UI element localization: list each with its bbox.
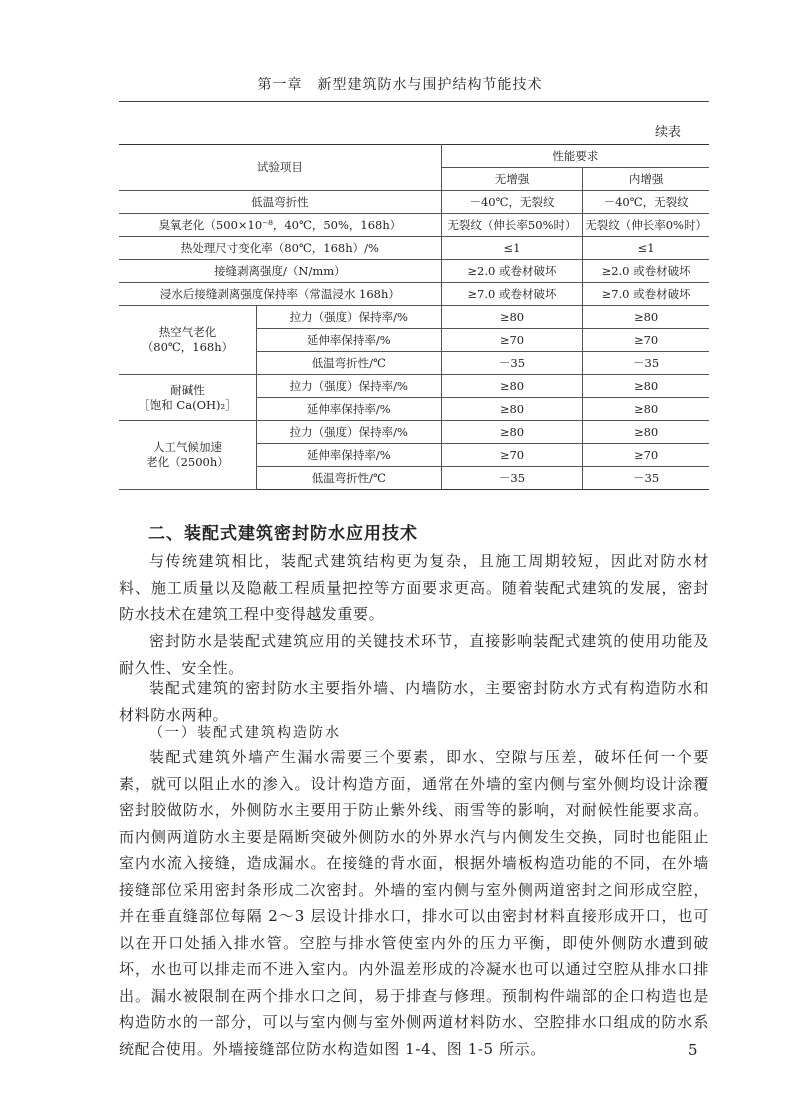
paragraph-intro: 与传统建筑相比，装配式建筑结构更为复杂，且施工周期较短，因此对防水材料、施工质量以及隐蔽工程质量把控等方面要求更高。随着装配式建筑的发展，密封防水技术在建筑工程中变得越发重要。 xyxy=(119,552,709,623)
unreinforced-value: ≥7.0 或卷材破坏 xyxy=(441,283,583,306)
section-heading: 二、装配式建筑密封防水应用技术 xyxy=(148,524,418,544)
reinforced-value: ≥7.0 或卷材破坏 xyxy=(583,283,709,306)
header-test-item: 试验项目 xyxy=(119,145,441,191)
unreinforced-value: ≥70 xyxy=(441,444,583,467)
paragraph-types: 装配式建筑的密封防水主要指外墙、内墙防水，主要密封防水方式有构造防水和材料防水两种。 xyxy=(119,679,709,724)
property-cell: 延伸率保持率/% xyxy=(256,398,441,421)
unreinforced-value: ≥80 xyxy=(441,306,583,329)
reinforced-value: －40℃，无裂纹 xyxy=(583,191,709,214)
reinforced-value: －35 xyxy=(583,467,709,490)
group-name-cell xyxy=(119,306,256,375)
test-item-cell: 热处理尺寸变化率（80℃，168h）/% xyxy=(119,237,441,260)
group-name-cell xyxy=(119,421,256,490)
property-cell: 拉力（强度）保持率/% xyxy=(256,375,441,398)
reinforced-value: ≥80 xyxy=(583,375,709,398)
paragraph-key-tech: 密封防水是装配式建筑应用的关键技术环节，直接影响装配式建筑的使用功能及耐久性、安全性。 xyxy=(119,632,709,677)
unreinforced-value: ≥80 xyxy=(441,421,583,444)
test-item-cell: 低温弯折性 xyxy=(119,191,441,214)
group-name-line: 老化（2500h） xyxy=(146,455,229,469)
test-item-cell: 浸水后接缝剥离强度保持率（常温浸水 168h） xyxy=(119,283,441,306)
reinforced-value: ≥80 xyxy=(583,421,709,444)
table-row xyxy=(119,191,709,214)
unreinforced-value: －40℃，无裂纹 xyxy=(441,191,583,214)
continued-label: 续表 xyxy=(655,125,682,140)
property-cell: 低温弯折性/℃ xyxy=(256,467,441,490)
group-name-cell xyxy=(119,375,256,421)
unreinforced-value: ≥80 xyxy=(441,398,583,421)
property-cell: 低温弯折性/℃ xyxy=(256,352,441,375)
group-name-line: （80℃，168h） xyxy=(141,340,234,354)
reinforced-value: ≥2.0 或卷材破坏 xyxy=(583,260,709,283)
reinforced-value: －35 xyxy=(583,352,709,375)
group-name-line: ［饱和 Ca(OH)₂］ xyxy=(138,397,237,412)
table-row xyxy=(119,260,709,283)
header-rule xyxy=(119,101,709,102)
table-row xyxy=(119,283,709,306)
test-item-cell: 接缝剥离强度/（N/mm） xyxy=(119,260,441,283)
test-item-cell: 臭氧老化（500×10⁻⁸，40℃，50%，168h） xyxy=(119,214,441,237)
group-name-line: 人工气候加速 xyxy=(152,440,222,454)
table-row xyxy=(119,237,709,260)
unreinforced-value: ≥2.0 或卷材破坏 xyxy=(441,260,583,283)
group-name-line: 耐碱性 xyxy=(170,382,205,397)
unreinforced-value: －35 xyxy=(441,352,583,375)
reinforced-value: ≥80 xyxy=(583,306,709,329)
paragraph-structural-waterproofing: 装配式建筑外墙产生漏水需要三个要素，即水、空隙与压差，破坏任何一个要素，就可以阻止水的渗入。设计构造方面，通常在外墙的室内侧与室外侧均设计涂覆密封胶做防水，外侧防水主要用于防止紫外线、雨雪等的影响，对耐候性能要求高。而内侧两道防水主要是隔断突破外侧防水的外界水汽与内侧发生交换，同时也能阻止室内水流入接缝，造成漏水。在接缝的背水面，根据外墙板构造功能的不同，在外墙接缝部位采用密封条形成二次密封。外墙的室内侧与室外侧两道密封之间形成空腔，并在垂直缝部位每隔 2～3 层设计排水口，排水可以由密封材料直接形成开口，也可以在开口处插入排水管。空腔与排水管使室内外的压力平衡，即使外侧防水遭到破坏，水也可以排走而不进入室内。内外温差形成的冷凝水也可以通过空腔从排水口排出。漏水被限制在两个排水口之间，易于排查与修理。预制构件端部的企口构造也是构造防水的一部分，可以与室内侧与室外侧两道材料防水、空腔排水口组成的防水系统配合使用。外墙接缝部位防水构造如图 1-4、图 1-5 所示。 xyxy=(119,748,709,1058)
reinforced-value: ≥70 xyxy=(583,329,709,352)
header-unreinforced: 无增强 xyxy=(441,168,583,191)
reinforced-value: ≥80 xyxy=(583,398,709,421)
table-row xyxy=(119,375,709,398)
table-row xyxy=(119,421,709,444)
unreinforced-value: ≥80 xyxy=(441,375,583,398)
subsection-heading: （一）装配式建筑构造防水 xyxy=(149,725,341,741)
property-cell: 延伸率保持率/% xyxy=(256,329,441,352)
reinforced-value: ≥70 xyxy=(583,444,709,467)
property-cell: 拉力（强度）保持率/% xyxy=(256,421,441,444)
table-header-row xyxy=(119,145,709,168)
header-reinforced: 内增强 xyxy=(583,168,709,191)
property-cell: 延伸率保持率/% xyxy=(256,444,441,467)
table-row xyxy=(119,306,709,329)
performance-table xyxy=(119,144,709,490)
unreinforced-value: ≥70 xyxy=(441,329,583,352)
running-header: 第一章 新型建筑防水与围护结构节能技术 xyxy=(257,77,543,93)
header-performance: 性能要求 xyxy=(441,145,709,168)
unreinforced-value: ≤1 xyxy=(441,237,583,260)
property-cell: 拉力（强度）保持率/% xyxy=(256,306,441,329)
page-number: 5 xyxy=(688,1041,698,1059)
unreinforced-value: 无裂纹（伸长率50%时） xyxy=(441,214,583,237)
reinforced-value: ≤1 xyxy=(583,237,709,260)
table-row xyxy=(119,214,709,237)
reinforced-value: 无裂纹（伸长率0%时） xyxy=(583,214,709,237)
unreinforced-value: －35 xyxy=(441,467,583,490)
group-name-line: 热空气老化 xyxy=(158,325,217,339)
